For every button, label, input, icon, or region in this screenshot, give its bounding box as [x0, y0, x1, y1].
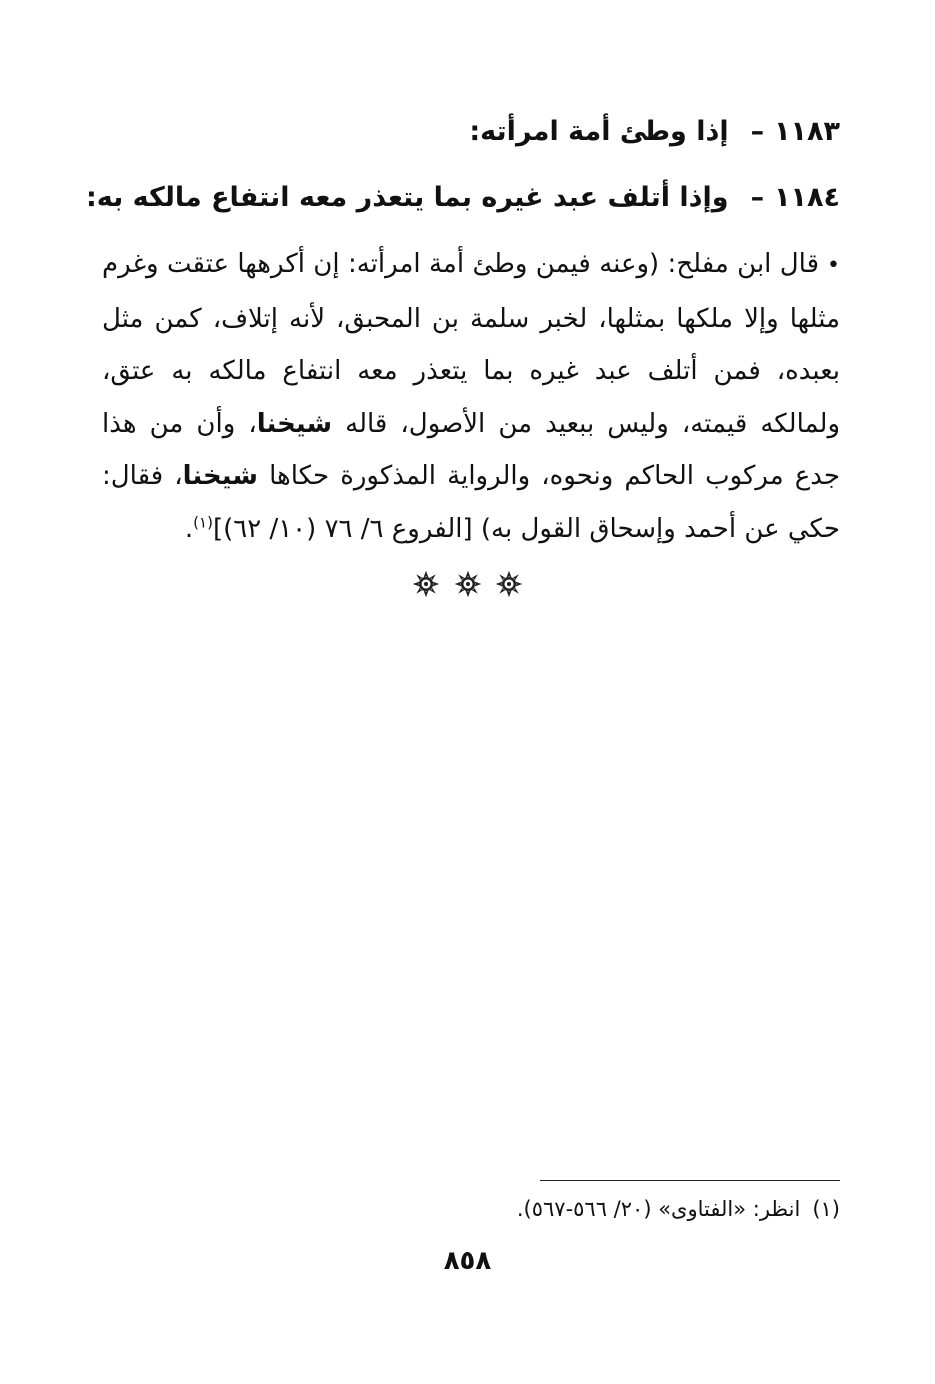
footnote-number: (١) [812, 1197, 840, 1221]
heading-text: إذا وطئ أمة امرأته: [469, 116, 729, 147]
footnote-reference: (١) [193, 512, 213, 531]
body-text-part-2: ، وأن من هذا جدع مركوب الحاكم ونحوه، والرواية المذكورة حكاها [102, 408, 841, 491]
heading-text: وإذا أتلف عبد غيره بما يتعذر معه انتفاع مالكه به: [85, 182, 729, 213]
heading-dash: – [750, 116, 765, 147]
section-divider-ornaments [0, 570, 935, 598]
body-text-part-3: ، فقال: حكي عن أحمد وإسحاق القول به) [الفروع ٦/ ٧٦ (١٠/ ٦٢)] [102, 461, 840, 544]
rosette-icon [495, 570, 523, 598]
page-number: ٨٥٨ [443, 1246, 492, 1276]
body-paragraph [102, 238, 840, 555]
rosette-icon [412, 570, 440, 598]
heading-number: ١١٨٤ [774, 182, 840, 213]
body-text-end: . [184, 513, 194, 544]
footnote-text: انظر: «الفتاوى» (٢٠/ ٥٦٦-٥٦٧). [516, 1197, 801, 1221]
section-heading-1183 [100, 112, 840, 152]
footnote-separator [540, 1180, 840, 1181]
rosette-icon [454, 570, 482, 598]
body-text-part-1: قال ابن مفلح: (وعنه فيمن وطئ أمة امرأته: إن أكرهها عتقت وغرم مثلها وإلا ملكها بمثلها، لخبر سلمة بن المحبق، لأنه إتلاف، كمن مثل بعبده، فمن أتلف عبد غيره بما يتعذر معه انتفاع مالكه به عتق، ولمالكه قيمته، وليس ببعيد من الأصول، قاله [102, 249, 841, 439]
shaykh-name: شيخنا [256, 408, 333, 439]
footnote [100, 1194, 840, 1224]
heading-dash: – [750, 182, 765, 213]
heading-number: ١١٨٣ [774, 116, 840, 147]
shaykh-name: شيخنا [182, 461, 258, 491]
bullet-icon: • [827, 253, 840, 278]
section-heading-1184 [85, 178, 840, 218]
